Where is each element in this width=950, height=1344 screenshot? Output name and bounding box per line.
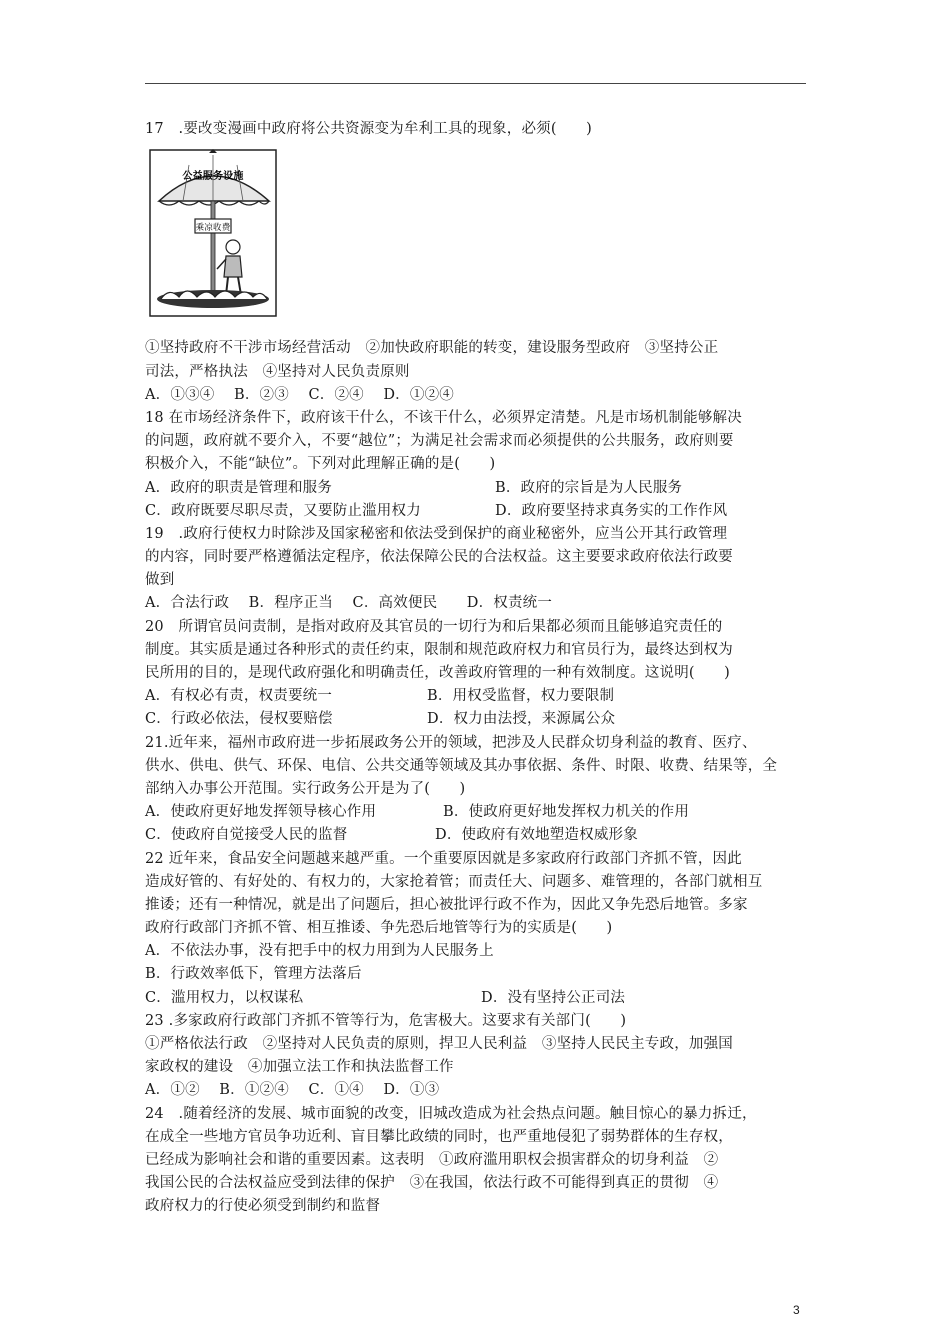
question-text-line: 21.近年来，福州市政府进一步拓展政务公开的领域，把涉及人民群众切身利益的教育、医疗、 <box>145 734 757 751</box>
option-b: B．用权受监督，权力要限制 <box>427 688 615 705</box>
option-c: C．滥用权力，以权谋私 <box>145 989 304 1006</box>
question-text-line: 推诿；还有一种情况，就是出了问题后，担心被批评行政不作为，因此又争先恐后地管。多家 <box>145 896 748 913</box>
question-text-line: 18 在市场经济条件下，政府该干什么，不该干什么，必须界定清楚。凡是市场机制能够解决 <box>145 409 742 426</box>
option-d: D．使政府有效地塑造权威形象 <box>435 827 638 844</box>
option-row <box>145 987 817 1010</box>
question-text-line: 部纳入办事公开范围。实行政务公开是为了( ) <box>145 780 466 797</box>
option-c: C．行政必依法，侵权要赔偿 <box>145 711 333 728</box>
option-b: B．使政府更好地发挥权力机关的作用 <box>443 804 690 821</box>
question-text-line: 供水、供电、供气、环保、电信、公共交通等领域及其办事依据、条件、时限、收费、结果等，全 <box>145 757 778 774</box>
option-b: B．政府的宗旨是为人民服务 <box>495 479 683 496</box>
question-19 <box>145 523 817 616</box>
answer-options: A．合法行政 B．程序正当 C．高效便民 D．权责统一 <box>145 595 553 612</box>
question-text-line: 已经成为影响社会和谐的重要因素。这表明 ①政府滥用职权会损害群众的切身利益 ② <box>145 1151 719 1168</box>
umbrella-text: 公益服务设施 <box>182 171 244 183</box>
option-c: C．使政府自觉接受人民的监督 <box>145 827 348 844</box>
question-stem: 17 .要改变漫画中政府将公共资源变为牟利工具的现象，必须( ) <box>145 121 592 137</box>
option-a: A．使政府更好地发挥领导核心作用 <box>145 804 377 821</box>
question-text-line: 民所用的目的，是现代政府强化和明确责任，改善政府管理的一种有效制度。这说明( ) <box>145 665 731 682</box>
option-row <box>145 500 817 523</box>
question-23 <box>145 1010 817 1103</box>
question-text-line: 23 .多家政府行政部门齐抓不管等行为，危害极大。这要求有关部门( ) <box>145 1012 627 1029</box>
question-text-line: 做到 <box>145 572 175 589</box>
cartoon-illustration <box>149 149 277 317</box>
question-text-line: 20 所谓官员问责制，是指对政府及其官员的一切行为和后果都必须而且能够追究责任的 <box>145 618 723 635</box>
question-text-line: 制度。其实质是通过各种形式的责任约束，限制和规范政府权力和官员行为，最终达到权为 <box>145 641 733 658</box>
option-row <box>145 477 817 500</box>
question-22 <box>145 848 817 1010</box>
option-row <box>145 708 817 731</box>
option-a: A．有权必有责，权责要统一 <box>145 688 333 705</box>
answer-options: A．①③④ B．②③ C．②④ D．①②④ <box>145 386 454 403</box>
question-text-line: ①坚持政府不干涉市场经营活动 ②加快政府职能的转变，建设服务型政府 ③坚持公正 <box>145 340 719 357</box>
sign-text: 乘凉收费 <box>195 223 231 234</box>
question-text-line: 造成好管的、有好处的、有权力的，大家抢着管；而责任大、问题多、难管理的，各部门就相互 <box>145 873 763 890</box>
question-text-line: 19 .政府行使权力时除涉及国家秘密和依法受到保护的商业秘密外，应当公开其行政管理 <box>145 525 728 542</box>
option-a: A．不依法办事，没有把手中的权力用到为人民服务上 <box>145 943 494 960</box>
question-text-line: 在成全一些地方官员争功近利、盲目攀比政绩的同时，也严重地侵犯了弱势群体的生存权， <box>145 1128 733 1145</box>
option-d: D．政府要坚持求真务实的工作作风 <box>495 502 728 519</box>
page-number: 3 <box>793 1303 800 1317</box>
question-24 <box>145 1103 817 1219</box>
question-text-line: 司法，严格执法 ④坚持对人民负责原则 <box>145 363 410 380</box>
question-21 <box>145 732 817 848</box>
option-row <box>145 685 817 708</box>
option-d: D．没有坚持公正司法 <box>481 989 626 1006</box>
option-d: D．权力由法授，来源属公众 <box>427 711 616 728</box>
answer-options: A．①② B．①②④ C．①④ D．①③ <box>145 1082 440 1099</box>
question-text-line: ①严格依法行政 ②坚持对人民负责的原则，捍卫人民利益 ③坚持人民民主专政，加强国 <box>145 1036 733 1053</box>
option-c: C．政府既要尽职尽责，又要防止滥用权力 <box>145 502 421 519</box>
exam-content <box>145 118 817 1219</box>
question-18 <box>145 407 817 523</box>
question-text-line: 政府行政部门齐抓不管、相互推诿、争先恐后地管等行为的实质是( ) <box>145 920 613 937</box>
question-text-line: 家政权的建设 ④加强立法工作和执法监督工作 <box>145 1059 454 1076</box>
question-text-line: 的内容，同时要严格遵循法定程序，依法保障公民的合法权益。这主要要求政府依法行政要 <box>145 549 733 566</box>
question-20 <box>145 616 817 732</box>
option-b: B．行政效率低下，管理方法落后 <box>145 966 362 983</box>
option-row <box>145 801 817 824</box>
question-text-line: 的问题，政府就不要介入，不要“越位”；为满足社会需求而必须提供的公共服务，政府则要 <box>145 433 734 450</box>
question-text-line: 政府权力的行使必须受到制约和监督 <box>145 1198 381 1215</box>
question-text-line: 24 .随着经济的发展、城市面貌的改变，旧城改造成为社会热点问题。触目惊心的暴力拆迁， <box>145 1105 757 1122</box>
option-row <box>145 824 817 847</box>
question-text-line: 我国公民的合法权益应受到法律的保护 ③在我国，依法行政不可能得到真正的贯彻 ④ <box>145 1175 719 1192</box>
option-a: A．政府的职责是管理和服务 <box>145 479 333 496</box>
question-17 <box>145 118 817 407</box>
header-rule <box>145 83 806 84</box>
question-text-line: 22 近年来，食品安全问题越来越严重。一个重要原因就是多家政府行政部门齐抓不管，因此 <box>145 850 742 867</box>
question-text-line: 积极介入，不能“缺位”。下列对此理解正确的是( ) <box>145 456 496 473</box>
